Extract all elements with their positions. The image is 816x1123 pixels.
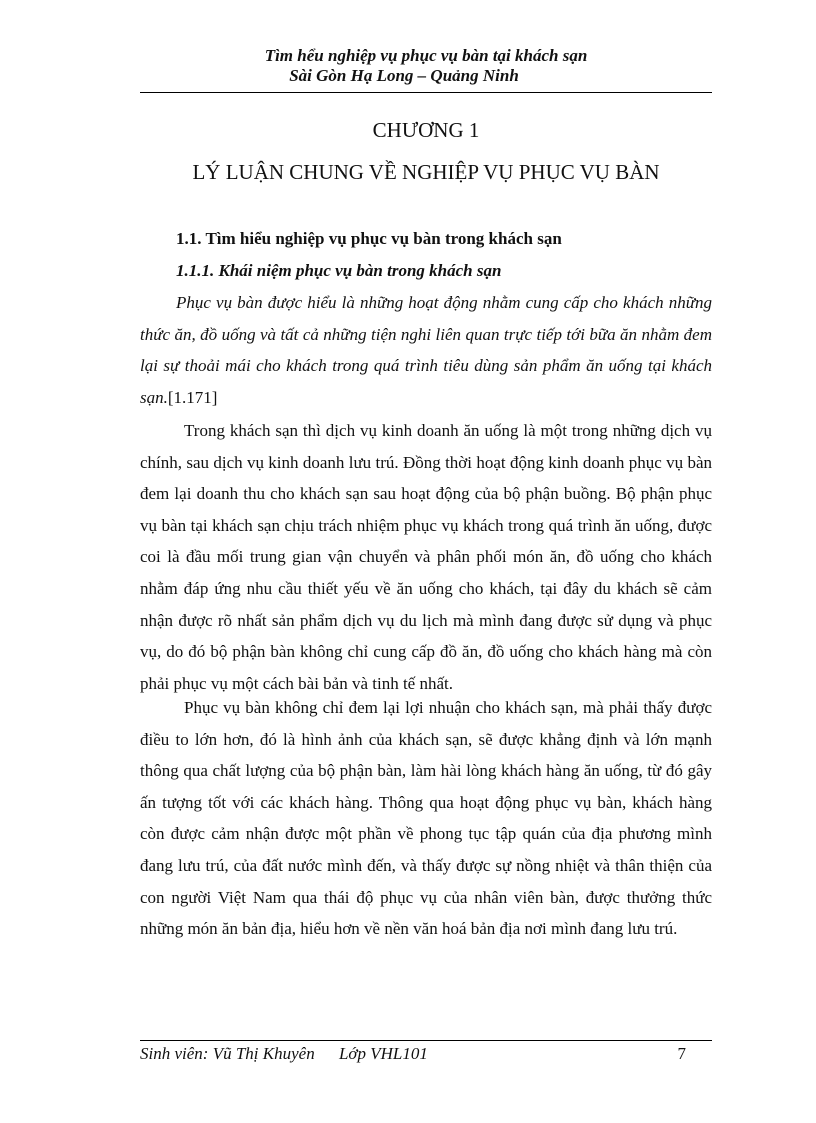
footer-class: Lớp VHL101: [338, 1044, 428, 1063]
paragraph-3: Phục vụ bàn không chỉ đem lại lợi nhuận cho khách sạn, mà phải thấy được điều to lớn hơn, đó là hình ảnh của khách sạn, sẽ được khẳng định và lớn mạnh thông qua chất lượng của bộ phận bàn, làm hài lòng khách hàng ăn uống, từ đó gây ấn tượng tốt với các khách hàng. Thông qua hoạt động phục vụ bàn, khách hàng còn được cảm nhận được một phần về phong tục tập quán của địa phương mình đang lưu trú, của đất nước mình đến, và thấy được sự nồng nhiệt và thân thiện của con người Việt Nam qua thái độ phục vụ của nhân viên bàn, được thưởng thức những món ăn bản địa, hiểu hơn về nền văn hoá bản địa nơi mình đang lưu trú.: [140, 698, 712, 939]
page-number: 7: [677, 1044, 686, 1063]
footer-student: Sinh viên: Vũ Thị Khuyên: [140, 1044, 315, 1063]
paragraph-2: Trong khách sạn thì dịch vụ kinh doanh ăn uống là một trong những dịch vụ chính, sau dịch vụ kinh doanh lưu trú. Đồng thời hoạt động kinh doanh phục vụ bàn đem lại doanh thu cho khách sạn sau hoạt động của bộ phận buồng. Bộ phận phục vụ bàn tại khách sạn chịu trách nhiệm phục vụ khách trong quá trình ăn uống, được coi là đầu mối trung gian vận chuyển và phân phối món ăn, đồ uống cho khách nhằm đáp ứng nhu cầu thiết yếu về ăn uống cho khách, tại đây du khách sẽ cảm nhận được rõ nhất sản phẩm dịch vụ du lịch mà mình đang được sử dụng và phục vụ, do đó bộ phận bàn không chỉ cung cấp đồ ăn, đồ uống cho khách hàng mà còn phải phục vụ một cách bài bản và tinh tế nhất.: [140, 421, 712, 693]
footer-divider: [140, 1040, 712, 1041]
page-footer: [140, 1043, 712, 1065]
section-heading-1-1: 1.1. Tìm hiểu nghiệp vụ phục vụ bàn trong khách sạn: [176, 229, 562, 248]
definition-text: Phục vụ bàn được hiểu là những hoạt động nhằm cung cấp cho khách những thức ăn, đồ uống và tất cả những tiện nghi liên quan trực tiếp tới bữa ăn nhằm đem lại sự thoải mái cho khách trong quá trình tiêu dùng sản phẩm ăn uống tại khách sạn.: [140, 293, 712, 407]
running-header: [140, 46, 712, 86]
header-divider: [140, 92, 712, 93]
chapter-number: CHƯƠNG 1: [372, 118, 480, 142]
header-line-2: Sài Gòn Hạ Long – Quảng Ninh: [289, 66, 519, 85]
section-heading-1-1-1: 1.1.1. Khái niệm phục vụ bàn trong khách sạn: [176, 261, 502, 280]
definition-paragraph: [140, 287, 712, 413]
header-line-1: Tìm hểu nghiệp vụ phục vụ bàn tại khách sạn: [264, 46, 588, 65]
chapter-title: LÝ LUẬN CHUNG VỀ NGHIỆP VỤ PHỤC VỤ BÀN: [192, 160, 660, 184]
citation: [1.171]: [167, 387, 218, 407]
